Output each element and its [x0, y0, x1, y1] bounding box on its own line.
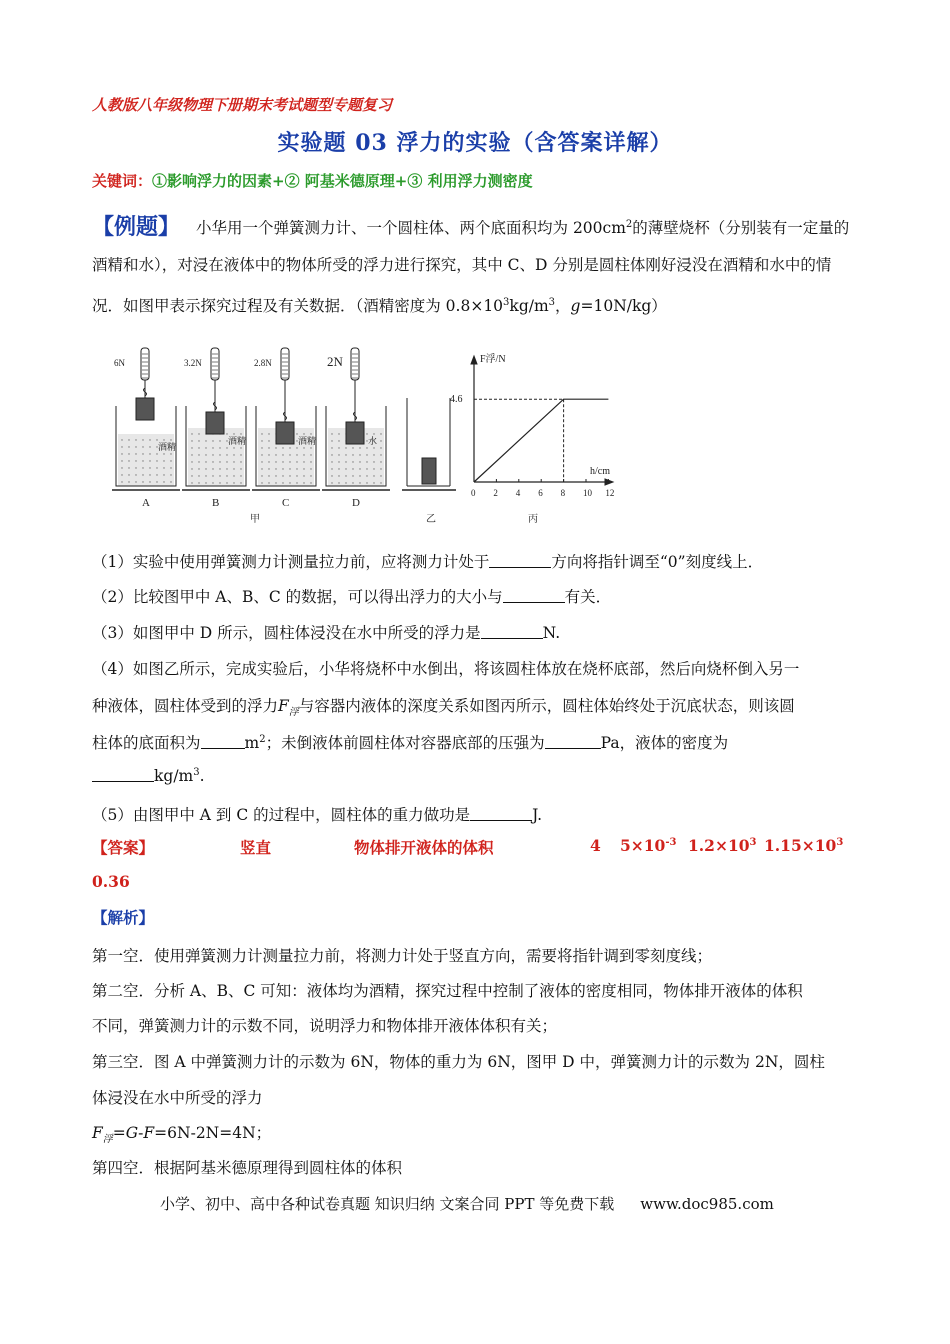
blank-2[interactable] [503, 588, 565, 603]
analysis-label: 【解析】 [92, 908, 155, 927]
reading-D: 2N [327, 354, 343, 369]
x-tick-12: 12 [605, 488, 615, 498]
analysis-p2b: 不同，弹簧测力计的示数不同，说明浮力和物体排开液体体积有关； [92, 1017, 558, 1035]
reading-B: 3.2N [184, 358, 202, 368]
x-tick-2: 2 [493, 488, 498, 498]
liquid-label-B: 酒精 [228, 436, 247, 446]
answer-1: 竖直 [240, 838, 272, 857]
label-jia: 甲 [250, 514, 260, 525]
label-bing: 丙 [528, 514, 538, 525]
page-title: 实验题 03 浮力的实验（含答案详解） [277, 130, 673, 156]
analysis-p3b: 体浸没在水中所受的浮力 [92, 1089, 263, 1107]
blank-3[interactable] [481, 624, 543, 639]
question-1: （1）实验中使用弹簧测力计测量拉力前，应将测力计处于 方向将指针调至“0”刻度线上． [92, 553, 764, 571]
analysis-p2a: 第二空．分析 A、B、C 可知：液体均为酒精，探究过程中控制了液体的密度相同，物体排开液体的体积 [92, 982, 803, 1000]
beaker-label-C: C [282, 497, 290, 509]
beaker-label-B: B [212, 497, 220, 509]
graph-y-label: F浮/N [480, 354, 506, 365]
blank-4[interactable] [201, 734, 245, 749]
graph-y-tick: 4.6 [450, 394, 463, 406]
answer-4: $5\times 10^{-3}$ [620, 836, 677, 855]
blank-6[interactable] [92, 767, 154, 782]
x-tick-6: 6 [538, 488, 543, 498]
blank-7[interactable] [470, 806, 532, 821]
beaker-B [182, 348, 250, 509]
example-paragraph: 【例题】 小华用一个弹簧测力计、一个圆柱体、两个底面积均为 $200cm^2$的薄壁烧杯（分别装有一定量的酒精和水），对浸在液体中的物体所受的浮力进行探究，其中 C、D 分别是圆柱体刚好浸没在酒精和水中的情况．如图甲表示探究过程及有关数据．（酒精密度为 $0.8\times 10^3kg/m^3$，g=10N/kg） [92, 214, 850, 316]
answer-2: 物体排开液体的体积 [354, 838, 494, 857]
footer-site-link[interactable]: www.doc985.com [640, 1195, 774, 1213]
analysis-formula: $F_浮=G-F=6N-2N=4N$； [92, 1124, 272, 1146]
liquid-label-C: 酒精 [298, 436, 317, 446]
question-5: （5）由图甲中 A 到 C 的过程中，圆柱体的重力做功是 J. [92, 806, 543, 824]
keywords-label: 关键词： [92, 172, 153, 190]
beaker-D [322, 348, 390, 509]
answer-6: $1.15\times 10^3$ [764, 836, 844, 855]
question-2: （2）比较图甲中 A、B、C 的数据，可以得出浮力的大小与 有关． [92, 588, 612, 606]
graph-x-label: h/cm [590, 466, 610, 477]
answer-7: 0.36 [92, 872, 130, 891]
footer: 小学、初中、高中各种试卷真题 知识归纳 文案合同 PPT 等免费下载 www.doc985.com [160, 1195, 774, 1213]
x-tick-8: 8 [560, 488, 566, 498]
analysis-p3a: 第三空．图 A 中弹簧测力计的示数为 6N，物体的重力为 6N，图甲 D 中，弹簧测力计的示数为 2N，圆柱 [92, 1053, 825, 1071]
analysis-p4: 第四空．根据阿基米德原理得到圆柱体的体积 [92, 1159, 403, 1177]
question-4-line-4: $kg/m^3$. [92, 767, 205, 785]
reading-A: 6N [114, 358, 125, 368]
beaker-label-A: A [142, 497, 150, 509]
x-tick-0: 0 [471, 488, 476, 498]
x-tick-10: 10 [583, 488, 592, 498]
example-label: 【例题】 [92, 214, 181, 241]
keywords [92, 170, 533, 191]
question-4-line-3: 柱体的底面积为 $m^2$；未倒液体前圆柱体对容器底部的压强为 Pa，液体的密度为 [92, 733, 729, 752]
series-title: 人教版八年级物理下册期末考试题型专题复习 [92, 96, 393, 114]
answer-label: 【答案】 [92, 838, 155, 857]
question-4-line-2: 种液体，圆柱体受到的浮力$F_浮$与容器内液体的深度关系如图丙所示，圆柱体始终处于沉底状态，则该圆 [92, 697, 795, 719]
beaker-A [112, 348, 180, 509]
keywords-text: ①影响浮力的因素+② 阿基米德原理+③ 利用浮力测密度 [152, 172, 533, 190]
x-tick-4: 4 [515, 488, 521, 498]
blank-1[interactable] [489, 553, 551, 568]
beaker-C [252, 348, 320, 509]
answer-3: 4 [590, 836, 601, 855]
reading-C: 2.8N [254, 358, 272, 368]
liquid-label-D: 水 [368, 436, 378, 446]
buoyancy-series-line [474, 399, 608, 482]
experiment-figure [110, 346, 620, 526]
question-4-line-1: （4）如图乙所示，完成实验后，小华将烧杯中水倒出，将该圆柱体放在烧杯底部，然后向烧杯倒入另一 [92, 660, 800, 678]
beaker-yi [402, 398, 456, 490]
label-yi: 乙 [426, 514, 436, 525]
blank-5[interactable] [545, 734, 601, 749]
question-3: （3）如图甲中 D 所示，圆柱体浸没在水中所受的浮力是 N. [92, 624, 561, 642]
liquid-label-A: 酒精 [158, 442, 177, 452]
answer-5: $1.2\times 10^3$ [688, 836, 757, 855]
buoyancy-graph [450, 352, 614, 498]
analysis-p1: 第一空．使用弹簧测力计测量拉力前，将测力计处于竖直方向，需要将指针调到零刻度线； [92, 947, 713, 965]
beaker-label-D: D [352, 497, 360, 509]
